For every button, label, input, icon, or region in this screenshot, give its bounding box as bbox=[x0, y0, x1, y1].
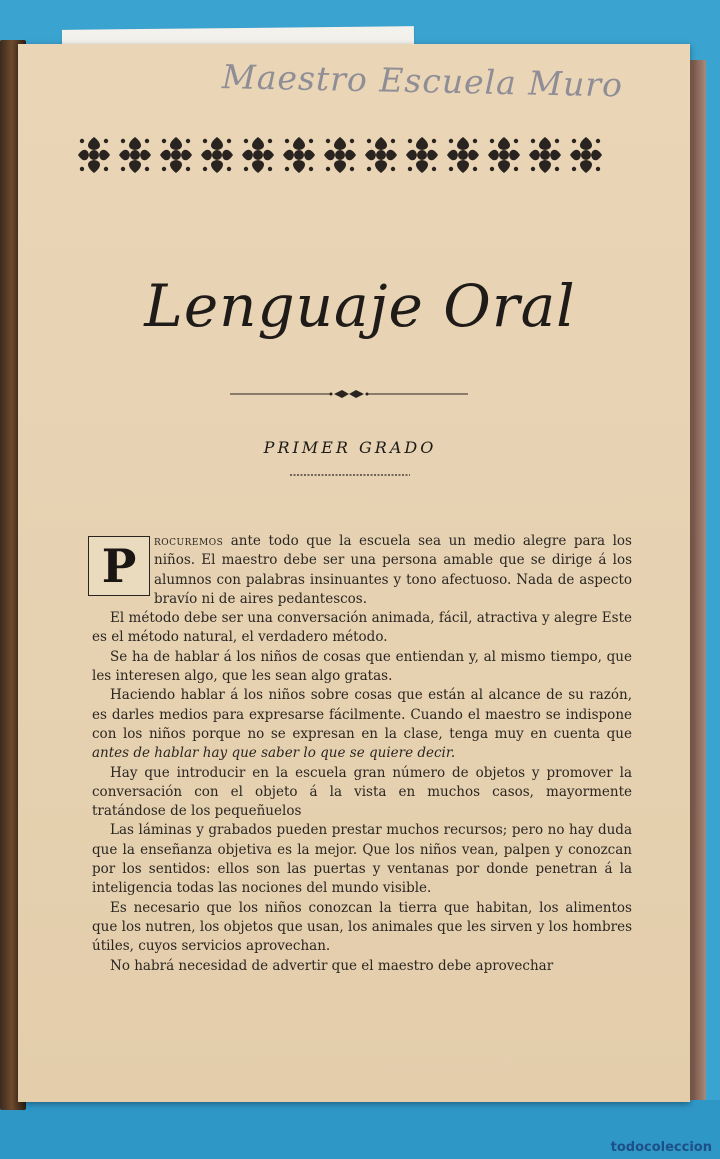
paragraph: Se ha de hablar á los niños de cosas que entiendan y, al mismo tiempo, que les interesen algo, que les sean algo gratas. bbox=[92, 648, 632, 685]
watermark: todocoleccion bbox=[610, 1140, 712, 1155]
title-divider bbox=[230, 386, 468, 402]
paragraph: El método debe ser una conversación animada, fácil, atractiva y alegre Este es el método natural, el verdadero método. bbox=[92, 610, 632, 646]
decorative-ornament-band bbox=[74, 133, 602, 177]
first-word: rocuremos bbox=[154, 533, 224, 549]
paragraph: Hay que introducir en la escuela gran número de objetos y promover la conversación con el objeto á la vista en muchos casos, mayormente tratándose de los pequeñuelos bbox=[92, 764, 632, 820]
paragraph-text: ante todo que la escuela sea un medio alegre para los niños. El maestro debe ser una persona amable que se dirige á los alumnos con palabras insinuantes y tono afectuoso. Nada de aspecto bravío ni de aires pedantescos. bbox=[154, 533, 632, 607]
paragraph-italic-text: antes de hablar hay que saber lo que se quiere decir. bbox=[92, 745, 456, 762]
paragraph-text: Haciendo hablar á los niños sobre cosas que están al alcance de su razón, es darles medios para expresarse fácilmente. Cuando el maestro se indispone con los niños porque no se expresan en la clase, tenga muy en cuenta que bbox=[92, 687, 632, 742]
paragraph bbox=[92, 532, 632, 609]
dropcap-spacer bbox=[92, 532, 154, 590]
paragraph: Las láminas y grabados pueden prestar muchos recursos; pero no hay duda que la enseñanza objetiva es la mejor. Que los niños vean, palpen y conozcan por los sentidos: ellos son las puertas y ventanas por donde penetran á la inteligencia todas las nociones del mundo visible. bbox=[92, 822, 632, 897]
section-subtitle: PRIMER GRADO bbox=[263, 438, 437, 457]
paragraph: Es necesario que los niños conozcan la tierra que habitan, los alimentos que los nutren, los objetos que usan, los animales que les sirven y los hombres útiles, cuyos servicios aprovechan. bbox=[92, 899, 632, 955]
handwritten-inscription: Maestro Escuela Muro bbox=[221, 57, 624, 105]
paragraph: No habrá necesidad de advertir que el maestro debe aprovechar bbox=[110, 957, 554, 974]
drop-cap: P bbox=[88, 536, 150, 596]
body-text bbox=[92, 532, 632, 976]
subtitle-divider bbox=[290, 472, 410, 478]
paragraph bbox=[92, 686, 632, 763]
chapter-title: Lenguaje Oral bbox=[144, 272, 576, 340]
